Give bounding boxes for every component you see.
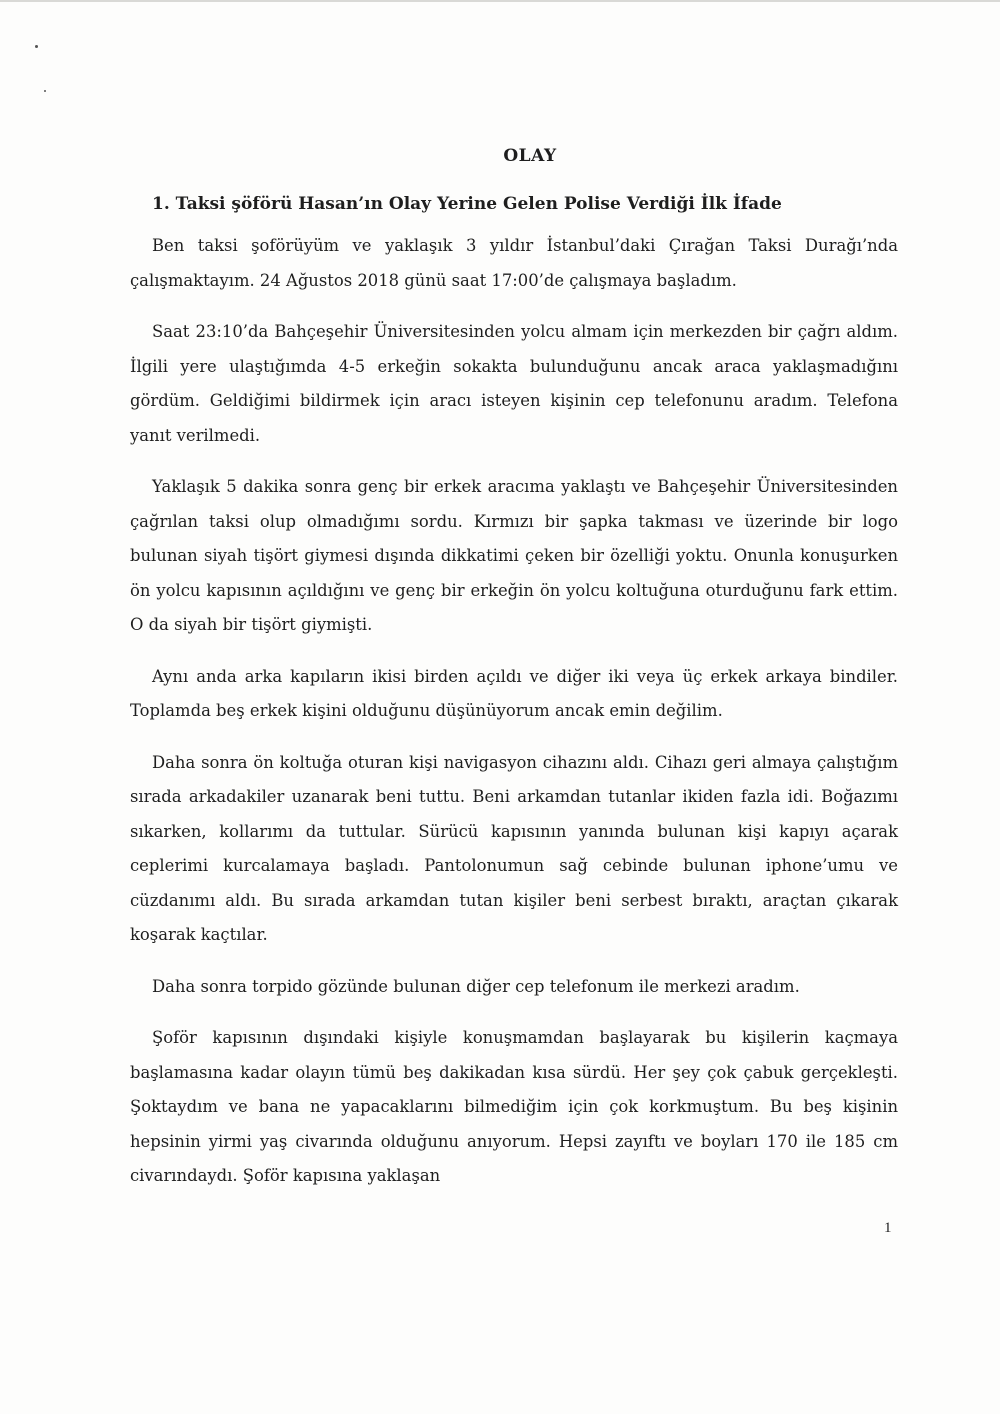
- document-title: OLAY: [503, 146, 557, 166]
- paragraph: Aynı anda arka kapıların ikisi birden açıldı ve diğer iki veya üç erkek arkaya bindiler. Toplamda beş erkek kişini olduğunu düşünüyorum ancak emin değilim.: [130, 666, 898, 720]
- paragraph: Yaklaşık 5 dakika sonra genç bir erkek aracıma yaklaştı ve Bahçeşehir Üniversitesinden çağrılan taksi olup olmadığımı sordu. Kırmızı bir şapka takması ve üzerinde bir logo bulunan siyah tişört giymesi dışında dikkatimi çeken bir özelliği yoktu. Onunla konuşurken ön yolcu kapısının açıldığını ve genç bir erkeğin ön yolcu koltuğuna oturduğunu fark ettim. O da siyah bir tişört giymişti.: [130, 477, 898, 634]
- paragraph: Şoför kapısının dışındaki kişiyle konuşmamdan başlayarak bu kişilerin kaçmaya başlamasına kadar olayın tümü beş dakikadan kısa sürdü. Her şey çok çabuk gerçekleşti. Şoktaydım ve bana ne yapacaklarını bilmediğim için çok korkmuştum. Bu beş kişinin hepsinin yirmi yaş civarında olduğunu anıyorum. Hepsi zayıftı ve boyları 170 ile 185 cm civarındaydı. Şoför kapısına yaklaşan: [130, 1028, 898, 1185]
- document-body: [130, 229, 898, 1211]
- section-heading: 1. Taksi şöförü Hasan’ın Olay Yerine Gelen Polise Verdiği İlk İfade: [152, 194, 782, 214]
- paragraph: Ben taksi şoförüyüm ve yaklaşık 3 yıldır İstanbul’daki Çırağan Taksi Durağı’nda çalışmaktayım. 24 Ağustos 2018 günü saat 17:00’de çalışmaya başladım.: [130, 236, 898, 290]
- paragraph: Saat 23:10’da Bahçeşehir Üniversitesinden yolcu almam için merkezden bir çağrı aldım. İlgili yere ulaştığımda 4-5 erkeğin sokakta bulunduğunu ancak araca yaklaşmadığını gördüm. Geldiğimi bildirmek için aracı isteyen kişinin cep telefonunu aradım. Telefona yanıt verilmedi.: [130, 322, 898, 445]
- scan-speck: [35, 45, 38, 48]
- paragraph: Daha sonra torpido gözünde bulunan diğer cep telefonum ile merkezi aradım.: [152, 976, 800, 996]
- page-number: 1: [884, 1220, 892, 1236]
- paragraph: Daha sonra ön koltuğa oturan kişi navigasyon cihazını aldı. Cihazı geri almaya çalıştığım sırada arkadakiler uzanarak beni tuttu. Beni arkamdan tutanlar ikiden fazla idi. Boğazımı sıkarken, kollarımı da tuttular. Sürücü kapısının yanında bulunan kişi kapıyı açarak ceplerimi kurcalamaya başladı. Pantolonumun sağ cebinde bulunan iphone’umu ve cüzdanımı aldı. Bu sırada arkamdan tutan kişiler beni serbest bıraktı, araçtan çıkarak koşarak kaçtılar.: [130, 752, 898, 944]
- page-top-edge: [0, 0, 1000, 2]
- scan-speck: [44, 90, 46, 92]
